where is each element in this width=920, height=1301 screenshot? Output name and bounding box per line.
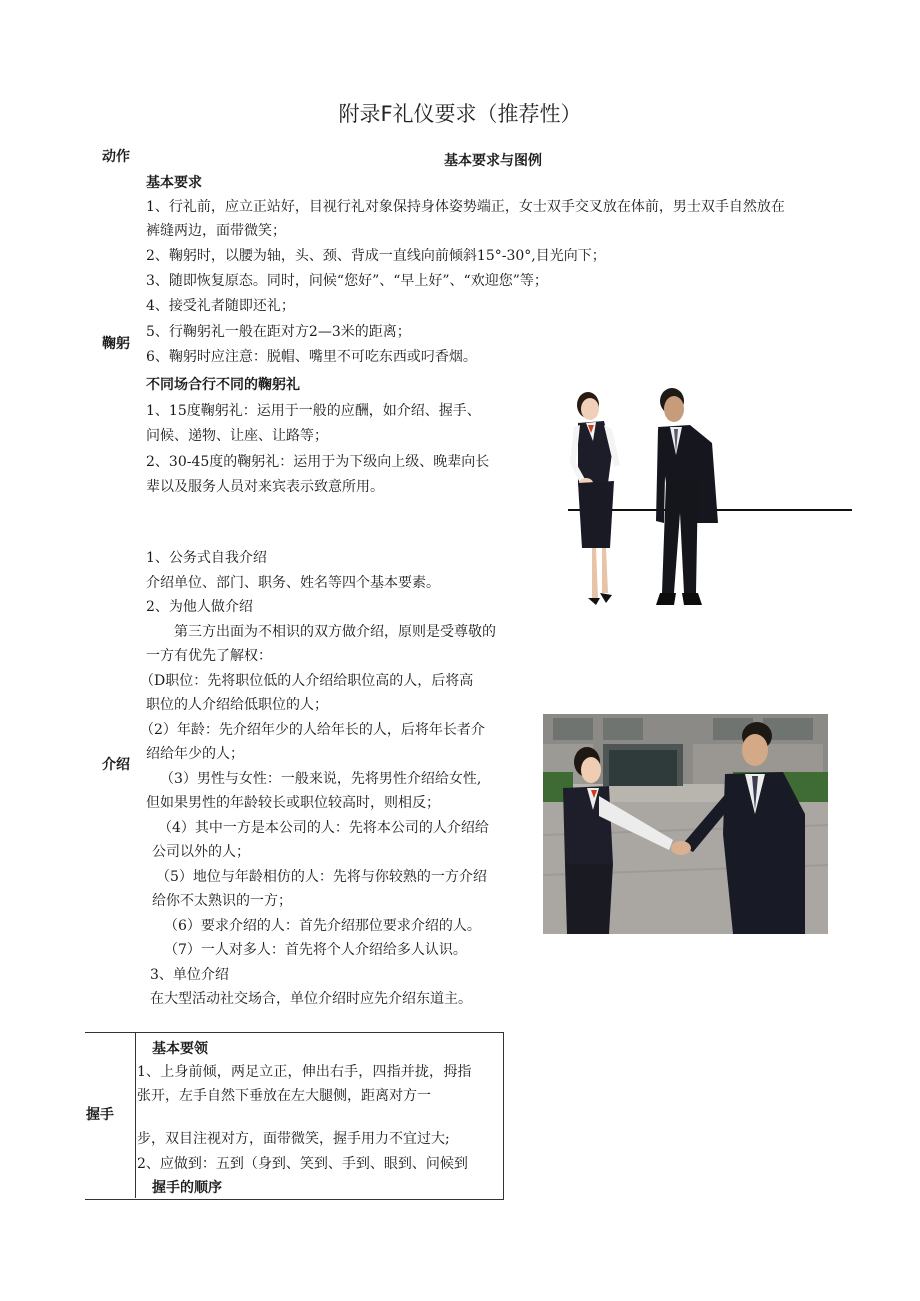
intro-line: 1、公务式自我介绍 — [146, 550, 267, 566]
handshake-photo-svg — [543, 714, 828, 934]
intro-line: （D职位：先将职位低的人介绍给职位高的人，后将高 — [140, 672, 474, 689]
bow-basic-title: 基本要求 — [146, 175, 202, 191]
column-header-action: 动作 — [102, 149, 130, 165]
intro-line: 3、单位介绍 — [150, 966, 229, 983]
intro-line: （5）地位与年龄相仿的人：先将与你较熟的一方介绍 — [156, 868, 487, 885]
intro-line: 介绍单位、部门、职务、姓名等四个基本要素。 — [146, 574, 440, 591]
bow-line: 6、鞠躬时应注意：脱帽、嘴里不可吃东西或叼香烟。 — [146, 349, 477, 365]
handshake-table-divider — [135, 1032, 136, 1198]
handshake-line: 2、应做到：五到（身到、笑到、手到、眼到、问候到 — [137, 1156, 468, 1172]
bow-line: 裤缝两边，面带微笑； — [146, 223, 286, 239]
bow-types-title: 不同场合行不同的鞠躬礼 — [146, 377, 300, 393]
intro-line: 在大型活动社交场合，单位介绍时应先介绍东道主。 — [150, 991, 472, 1007]
intro-line: （2）年龄：先介绍年少的人给年长的人，后将年长者介 — [140, 721, 485, 738]
intro-line: 绍给年少的人； — [146, 746, 244, 762]
bow-type-line: 问候、递物、让座、让路等； — [146, 428, 328, 444]
intro-line: 2、为他人做介绍 — [146, 599, 253, 615]
handshake-photo — [543, 714, 828, 934]
bow-type-line: 2、30-45度的鞠躬礼：运用于为下级向上级、晚辈向长 — [146, 454, 490, 470]
intro-line: 第三方出面为不相识的双方做介绍，原则是受尊敬的 — [174, 623, 496, 640]
intro-line: （7）一人对多人：首先将个人介绍给多人认识。 — [164, 942, 467, 958]
intro-line: 职位的人介绍给低职位的人； — [146, 697, 328, 713]
handshake-line: 步，双目注视对方，面带微笑，握手用力不宜过大; — [137, 1131, 450, 1147]
row-label-bow: 鞠躬 — [102, 336, 130, 352]
bow-line: 2、鞠躬时，以腰为轴，头、颈、背成一直线向前倾斜15°-30°,目光向下； — [146, 248, 606, 264]
bow-line: 3、随即恢复原态。同时，问候“您好”、“早上好”、“欢迎您”等； — [146, 273, 548, 289]
bow-line: 1、行礼前，应立正站好，目视行礼对象保持身体姿势端正，女士双手交叉放在体前，男士双手自然放在 — [146, 199, 785, 215]
row-label-handshake: 握手 — [86, 1107, 114, 1123]
bow-line: 4、接受礼者随即还礼； — [146, 298, 295, 314]
bow-illustration — [566, 383, 852, 617]
intro-line: 一方有优先了解权： — [146, 648, 272, 664]
intro-line: （4）其中一方是本公司的人：先将本公司的人介绍给 — [158, 819, 489, 836]
intro-line: （6）要求介绍的人：首先介绍那位要求介绍的人。 — [164, 917, 481, 934]
handshake-line: 张开，左手自然下垂放在左大腿侧，距离对方一 — [137, 1088, 431, 1104]
handshake-line: 1、上身前倾，两足立正，伸出右手，四指并拢，拇指 — [137, 1064, 472, 1080]
row-label-intro: 介绍 — [102, 757, 130, 773]
handshake-title: 基本要领 — [152, 1041, 208, 1057]
bow-illustration-svg — [566, 383, 852, 617]
intro-content — [140, 546, 546, 1012]
bow-type-line: 辈以及服务人员对来宾表示致意所用。 — [146, 479, 384, 495]
handshake-order-title: 握手的顺序 — [152, 1180, 222, 1196]
intro-line: （3）男性与女性：一般来说，先将男性介绍给女性, — [160, 770, 482, 787]
intro-line: 给你不太熟识的一方； — [152, 893, 292, 909]
intro-line: 公司以外的人； — [152, 844, 250, 860]
column-header-content: 基本要求与图例 — [444, 153, 542, 169]
bow-line: 5、行鞠躬礼一般在距对方2—3米的距离； — [146, 324, 411, 340]
intro-line: 但如果男性的年龄较长或职位较高时，则相反； — [146, 795, 440, 811]
bow-type-line: 1、15度鞠躬礼：运用于一般的应酬，如介绍、握手、 — [146, 403, 481, 419]
page-title: 附录F礼仪要求（推荐性） — [338, 102, 582, 126]
